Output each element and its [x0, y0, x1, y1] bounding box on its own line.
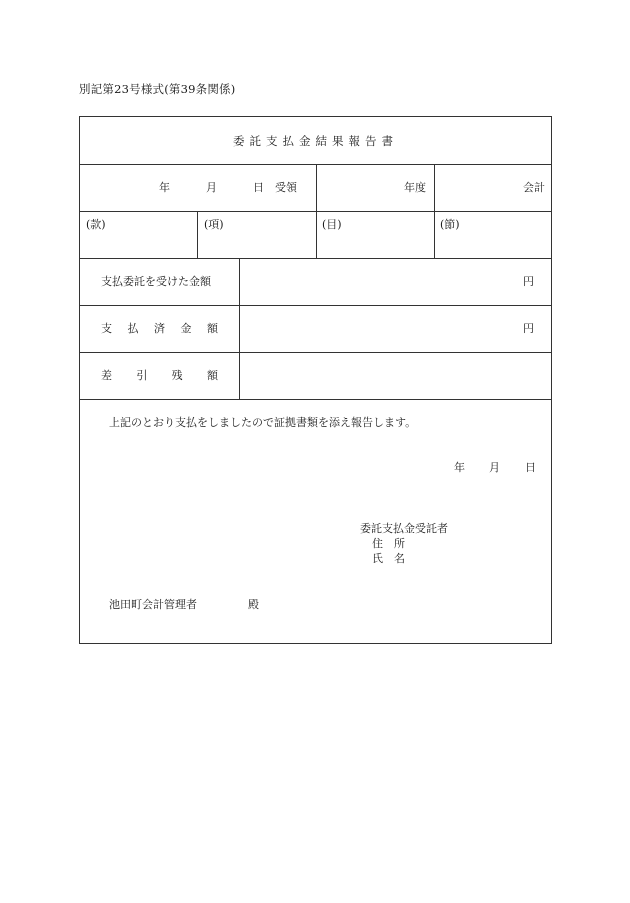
balance-label-char: 差 [101, 369, 112, 382]
balance-amount-label [101, 369, 218, 383]
report-month-label: 月 [489, 461, 500, 474]
form-caption: 別記第23号様式(第39条関係) [79, 82, 236, 96]
row-divider [80, 305, 551, 306]
column-divider [316, 164, 317, 258]
paid-amount-label [101, 322, 218, 336]
trustee-address-label: 住 所 [372, 537, 405, 550]
account-label: 会計 [523, 181, 545, 194]
paid-label-char: 払 [127, 322, 139, 335]
report-day-label: 日 [525, 461, 536, 474]
entrusted-amount-unit: 円 [523, 275, 534, 288]
setsu-label: (節) [440, 218, 460, 231]
receipt-month-label: 月 [206, 181, 217, 194]
balance-label-char: 残 [171, 369, 183, 382]
receipt-year-label: 年 [159, 181, 170, 194]
trustee-title: 委託支払金受託者 [360, 522, 448, 535]
row-divider [80, 258, 551, 259]
report-form [79, 116, 552, 644]
moku-label: (目) [322, 218, 342, 231]
kan-label: (款) [86, 218, 106, 231]
declaration-text: 上記のとおり支払をしましたので証拠書類を添え報告します。 [109, 416, 417, 429]
column-divider [434, 164, 435, 258]
entrusted-amount-label: 支払委託を受けた金額 [101, 275, 211, 288]
paid-label-char: 済 [154, 322, 165, 335]
paid-label-char: 額 [207, 322, 218, 335]
trustee-name-label: 氏 名 [372, 552, 405, 565]
balance-label-char: 額 [206, 369, 218, 382]
addressee-name: 池田町会計管理者 [109, 598, 197, 611]
row-divider [80, 399, 551, 400]
paid-label-char: 支 [101, 322, 112, 335]
row-divider [80, 352, 551, 353]
form-title: 委託支払金結果報告書 [233, 134, 398, 148]
fiscal-year-label: 年度 [404, 181, 426, 194]
balance-label-char: 引 [136, 369, 148, 382]
paid-label-char: 金 [180, 322, 192, 335]
kou-label: (項) [204, 218, 224, 231]
report-year-label: 年 [454, 461, 465, 474]
column-divider [239, 258, 240, 399]
addressee-honorific: 殿 [248, 598, 259, 611]
column-divider [197, 211, 198, 258]
receipt-day-label: 日 受領 [253, 181, 297, 194]
paid-amount-unit: 円 [523, 322, 534, 335]
